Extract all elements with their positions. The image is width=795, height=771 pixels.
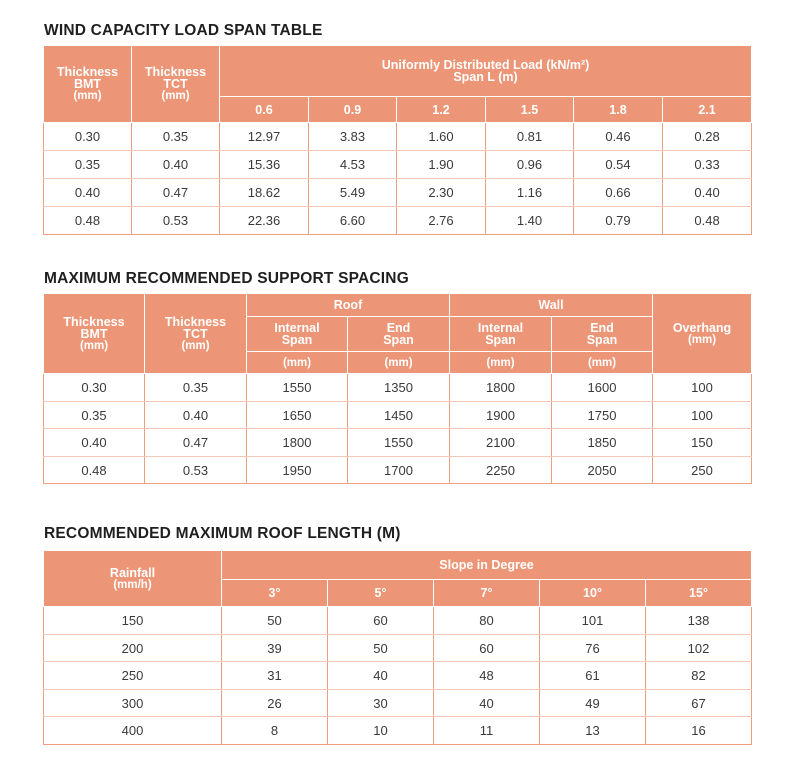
table-cell: 0.35 [132, 123, 220, 151]
table-cell: 40 [434, 690, 540, 717]
table-cell: 82 [646, 662, 752, 690]
table-cell: 31 [222, 662, 328, 690]
table-cell: 2.30 [397, 179, 486, 207]
table-cell: 0.66 [574, 179, 663, 207]
table-cell: 0.53 [132, 207, 220, 235]
table-cell: 60 [328, 607, 434, 635]
table-cell: 0.33 [663, 151, 752, 179]
unit-header: (mm) [348, 352, 450, 374]
table-cell: 5.49 [309, 179, 397, 207]
table-cell: 49 [540, 690, 646, 717]
table-cell: 2250 [450, 457, 552, 484]
unit-header: (mm) [450, 352, 552, 374]
table-cell: 0.79 [574, 207, 663, 235]
table-cell: 200 [44, 635, 222, 662]
table-cell: 0.81 [486, 123, 574, 151]
wall-internal-span-header: Internal Span [450, 317, 552, 352]
table-cell: 76 [540, 635, 646, 662]
table-cell: 0.30 [44, 123, 132, 151]
table-cell: 1800 [450, 374, 552, 402]
table-cell: 1.40 [486, 207, 574, 235]
roof-group-header: Roof [247, 294, 450, 317]
table-cell: 0.28 [663, 123, 752, 151]
table-row [44, 402, 752, 429]
slope-group-header: Slope in Degree [222, 551, 752, 580]
table-row [44, 374, 752, 402]
roof-end-span-header: End Span [348, 317, 450, 352]
table-cell: 0.48 [44, 207, 132, 235]
table-cell: 250 [44, 662, 222, 690]
table-cell: 1.16 [486, 179, 574, 207]
table-cell: 61 [540, 662, 646, 690]
table-cell: 101 [540, 607, 646, 635]
table-cell: 0.40 [663, 179, 752, 207]
table-cell: 100 [653, 374, 752, 402]
table-cell: 12.97 [220, 123, 309, 151]
table-cell: 0.53 [145, 457, 247, 484]
table-cell: 0.46 [574, 123, 663, 151]
table-cell: 2.76 [397, 207, 486, 235]
table-cell: 3.83 [309, 123, 397, 151]
table-cell: 0.35 [145, 374, 247, 402]
table-cell: 26 [222, 690, 328, 717]
table-cell: 50 [222, 607, 328, 635]
table-cell: 48 [434, 662, 540, 690]
thickness-bmt-header: Thickness BMT (mm) [44, 46, 132, 123]
table-cell: 138 [646, 607, 752, 635]
table-row [44, 457, 752, 484]
wall-end-span-header: End Span [552, 317, 653, 352]
table-row [44, 207, 752, 235]
table-cell: 102 [646, 635, 752, 662]
span-header: 0.9 [309, 97, 397, 123]
slope-header: 3° [222, 580, 328, 607]
table-cell: 1800 [247, 429, 348, 457]
span-header: 2.1 [663, 97, 752, 123]
slope-header: 7° [434, 580, 540, 607]
table-cell: 60 [434, 635, 540, 662]
table-cell: 0.96 [486, 151, 574, 179]
table-cell: 1650 [247, 402, 348, 429]
table-cell: 1450 [348, 402, 450, 429]
table-cell: 16 [646, 717, 752, 745]
table-cell: 2100 [450, 429, 552, 457]
span-header: 0.6 [220, 97, 309, 123]
roof-length-table [43, 550, 752, 745]
table-cell: 22.36 [220, 207, 309, 235]
thickness-tct-header: Thickness TCT (mm) [145, 294, 247, 374]
table-cell: 0.47 [132, 179, 220, 207]
table-cell: 10 [328, 717, 434, 745]
table-cell: 13 [540, 717, 646, 745]
table-cell: 1350 [348, 374, 450, 402]
table-cell: 80 [434, 607, 540, 635]
table-cell: 0.48 [663, 207, 752, 235]
table-cell: 18.62 [220, 179, 309, 207]
table-cell: 1550 [348, 429, 450, 457]
table-row [44, 662, 752, 690]
table-cell: 0.48 [44, 457, 145, 484]
table-cell: 0.40 [44, 429, 145, 457]
table-cell: 1600 [552, 374, 653, 402]
table-cell: 400 [44, 717, 222, 745]
support-table-title: MAXIMUM RECOMMENDED SUPPORT SPACING [44, 270, 409, 287]
rainfall-header: Rainfall (mm/h) [44, 551, 222, 607]
slope-header: 5° [328, 580, 434, 607]
slope-header: 15° [646, 580, 752, 607]
support-spacing-table [43, 293, 752, 484]
table-cell: 0.40 [145, 402, 247, 429]
table-cell: 150 [653, 429, 752, 457]
table-cell: 0.40 [132, 151, 220, 179]
table-cell: 39 [222, 635, 328, 662]
table-cell: 0.35 [44, 151, 132, 179]
table-cell: 150 [44, 607, 222, 635]
table-cell: 1.60 [397, 123, 486, 151]
table-cell: 0.35 [44, 402, 145, 429]
table-cell: 0.40 [44, 179, 132, 207]
table-cell: 50 [328, 635, 434, 662]
table-cell: 300 [44, 690, 222, 717]
table-cell: 1.90 [397, 151, 486, 179]
table-row [44, 717, 752, 745]
table-row [44, 429, 752, 457]
table-row [44, 123, 752, 151]
table-cell: 1850 [552, 429, 653, 457]
table-cell: 40 [328, 662, 434, 690]
table-cell: 1750 [552, 402, 653, 429]
table-cell: 250 [653, 457, 752, 484]
load-span-group-header: Uniformly Distributed Load (kN/m²) Span L (m) [220, 46, 752, 97]
unit-header: (mm) [247, 352, 348, 374]
roof-length-table-title: RECOMMENDED MAXIMUM ROOF LENGTH (M) [44, 525, 401, 542]
table-cell: 8 [222, 717, 328, 745]
span-header: 1.8 [574, 97, 663, 123]
span-header: 1.2 [397, 97, 486, 123]
table-row [44, 151, 752, 179]
roof-internal-span-header: Internal Span [247, 317, 348, 352]
table-cell: 1550 [247, 374, 348, 402]
table-cell: 2050 [552, 457, 653, 484]
table-cell: 1700 [348, 457, 450, 484]
wind-capacity-table [43, 45, 752, 235]
table-cell: 0.54 [574, 151, 663, 179]
wall-group-header: Wall [450, 294, 653, 317]
table-cell: 1950 [247, 457, 348, 484]
thickness-bmt-header: Thickness BMT (mm) [44, 294, 145, 374]
table-cell: 30 [328, 690, 434, 717]
table-cell: 4.53 [309, 151, 397, 179]
table-cell: 100 [653, 402, 752, 429]
span-header: 1.5 [486, 97, 574, 123]
table-row [44, 607, 752, 635]
table-cell: 67 [646, 690, 752, 717]
table-row [44, 635, 752, 662]
table-row [44, 690, 752, 717]
overhang-header: Overhang (mm) [653, 294, 752, 374]
slope-header: 10° [540, 580, 646, 607]
table-cell: 11 [434, 717, 540, 745]
table-cell: 15.36 [220, 151, 309, 179]
unit-header: (mm) [552, 352, 653, 374]
table-cell: 1900 [450, 402, 552, 429]
thickness-tct-header: Thickness TCT (mm) [132, 46, 220, 123]
table-row [44, 179, 752, 207]
table-cell: 0.47 [145, 429, 247, 457]
wind-table-title: WIND CAPACITY LOAD SPAN TABLE [44, 22, 323, 39]
table-cell: 0.30 [44, 374, 145, 402]
table-cell: 6.60 [309, 207, 397, 235]
